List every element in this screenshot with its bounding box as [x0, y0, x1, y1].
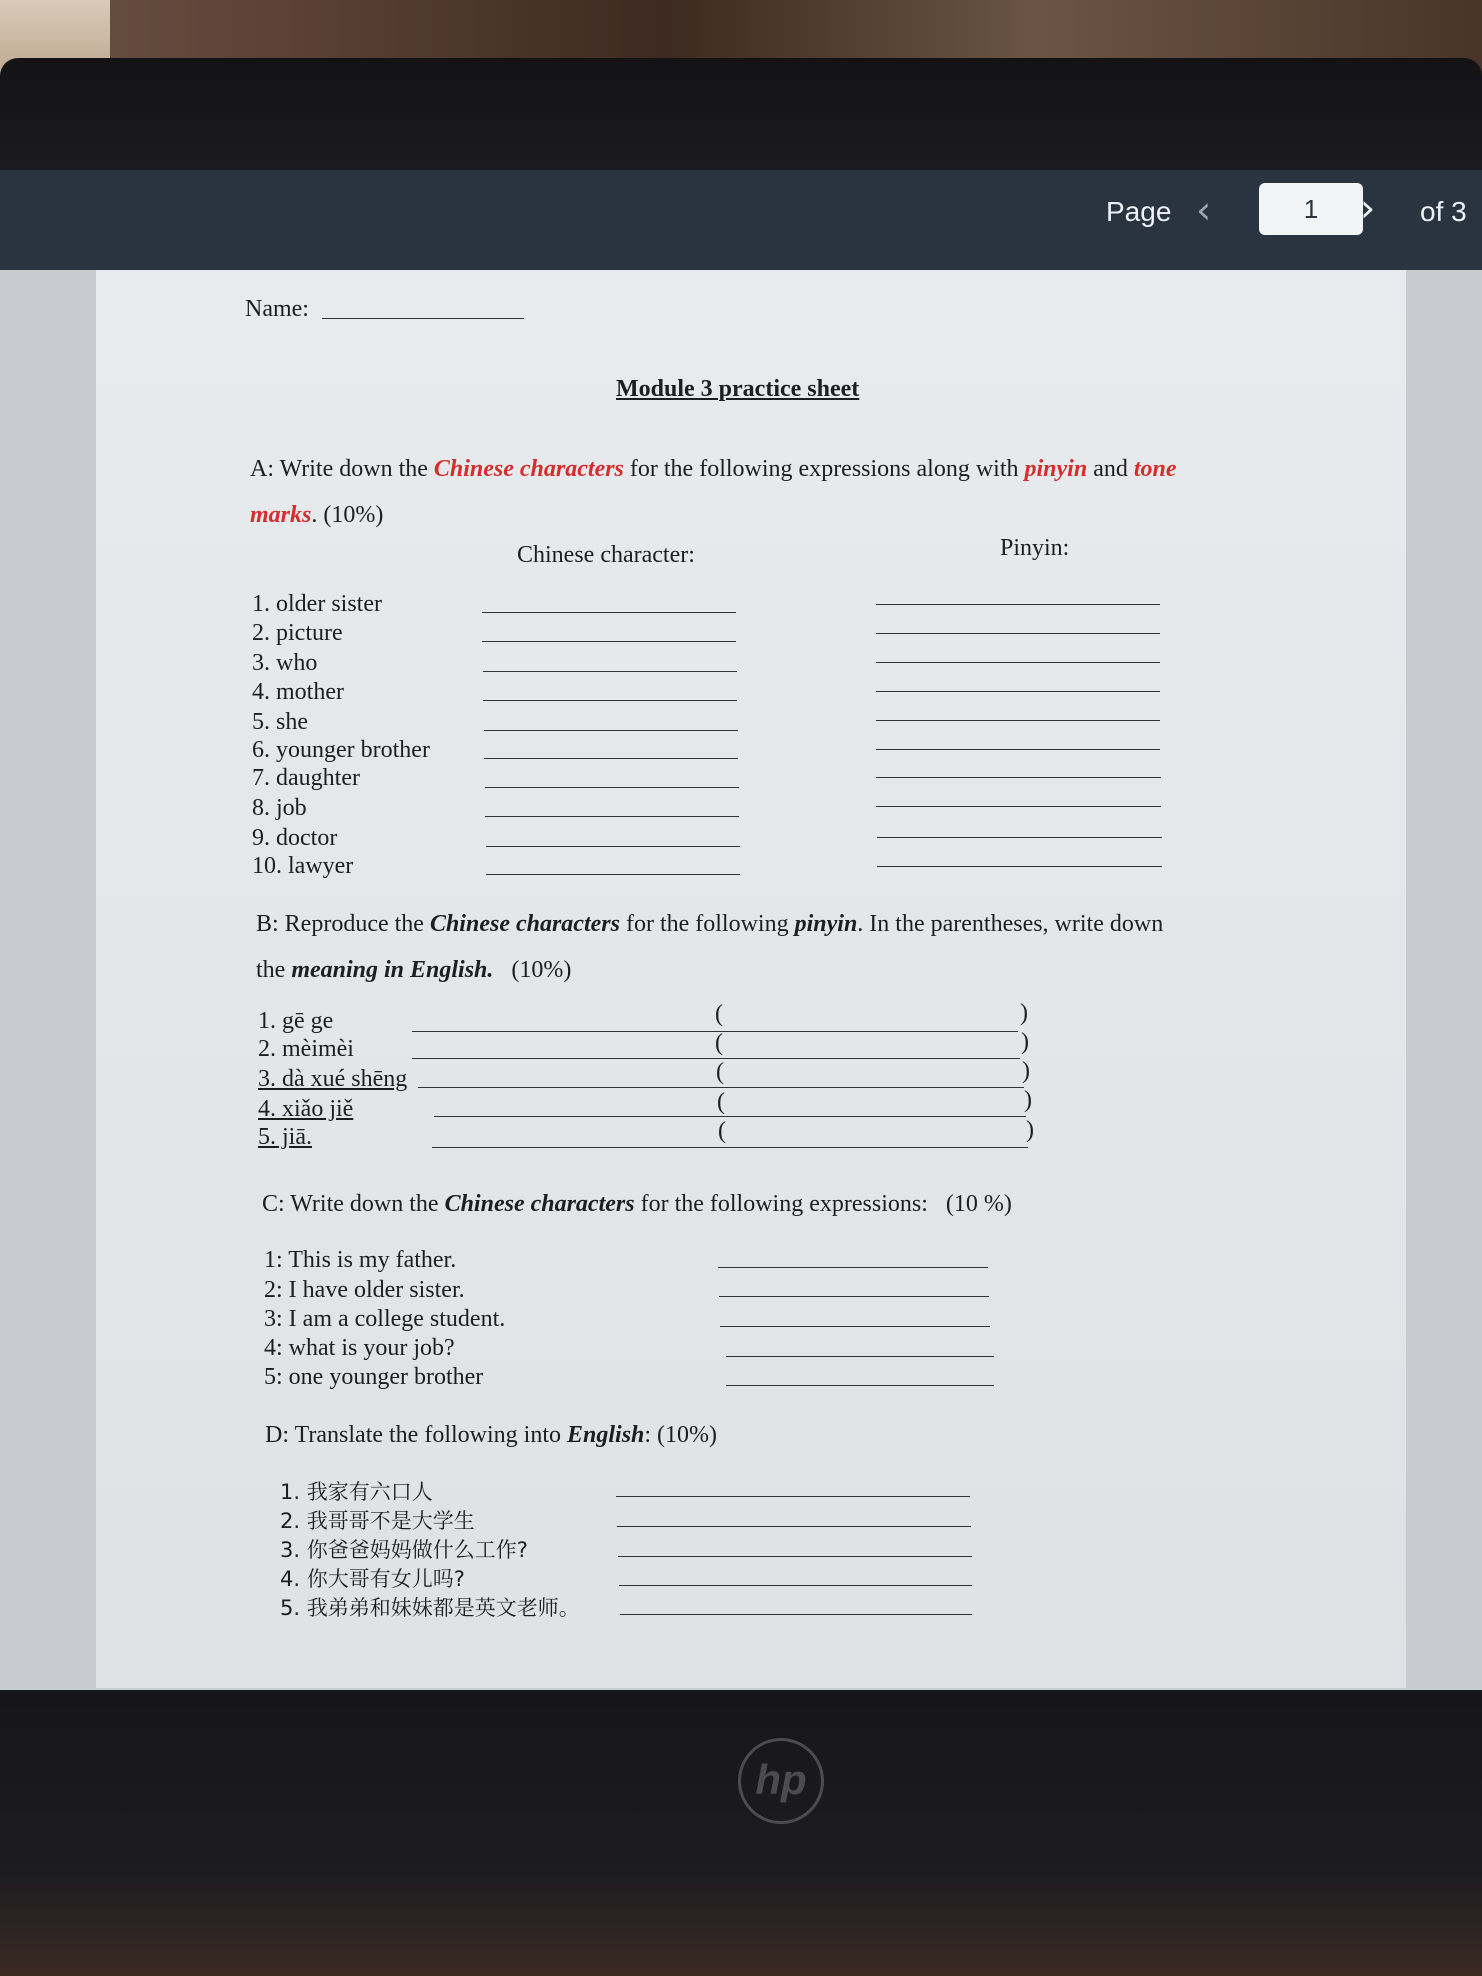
list-item: 5: one younger brother: [264, 1364, 484, 1390]
list-item: 2. picture: [252, 620, 343, 646]
list-item: 10. lawyer: [252, 853, 354, 879]
answer-blank: [877, 837, 1162, 838]
pinyin-column-header: Pinyin:: [1000, 535, 1070, 561]
answer-blank: [876, 720, 1160, 721]
list-item: 3. dà xué shēng: [258, 1066, 408, 1092]
list-item: 4: what is your job?: [264, 1335, 455, 1361]
answer-blank: [726, 1385, 994, 1386]
list-item: 4. 你大哥有女儿吗?: [280, 1567, 465, 1591]
answer-blank: [877, 866, 1162, 867]
answer-blank: [486, 874, 740, 875]
section-a-heading: A: Write down the Chinese characters for the following expressions along with pinyin and tone: [250, 456, 1177, 482]
answer-blank: [434, 1116, 1026, 1117]
list-item: 5. she: [252, 709, 308, 735]
answer-blank: [619, 1585, 972, 1586]
list-item: 9. doctor: [252, 825, 338, 851]
laptop-bottom-bezel: [0, 1690, 1482, 1976]
answer-blank: [485, 787, 739, 788]
answer-blank: [720, 1326, 990, 1327]
answer-blank: [616, 1496, 970, 1497]
answer-blank: [484, 758, 738, 759]
list-item: 1. 我家有六口人: [280, 1480, 433, 1504]
close-parenthesis: ): [1026, 1117, 1034, 1143]
close-parenthesis: ): [1020, 1000, 1028, 1026]
answer-blank: [618, 1556, 972, 1557]
answer-blank: [432, 1147, 1028, 1148]
list-item: 2. 我哥哥不是大学生: [280, 1509, 475, 1533]
answer-blank: [483, 671, 737, 672]
list-item: 8. job: [252, 795, 307, 821]
list-item: 2: I have older sister.: [264, 1277, 465, 1303]
list-item: 3. who: [252, 650, 318, 676]
list-item: 3: I am a college student.: [264, 1306, 506, 1332]
page-label: Page: [1106, 196, 1172, 227]
section-b-heading-cont: the meaning in English. (10%): [256, 957, 572, 983]
answer-blank: [482, 641, 736, 642]
section-d-heading: D: Translate the following into English: (10%): [265, 1422, 718, 1448]
section-a-heading-cont: marks. (10%): [250, 502, 384, 528]
answer-blank: [620, 1614, 972, 1615]
answer-blank: [876, 806, 1161, 807]
name-label: Name:: [245, 296, 309, 322]
answer-blank: [876, 633, 1160, 634]
close-parenthesis: ): [1021, 1029, 1029, 1055]
list-item: 7. daughter: [252, 765, 360, 791]
answer-blank: [485, 816, 739, 817]
next-page-chevron-icon[interactable]: ›: [1360, 186, 1376, 230]
open-parenthesis: (: [718, 1118, 726, 1144]
page-number-input[interactable]: [1259, 183, 1363, 235]
open-parenthesis: (: [717, 1089, 725, 1115]
page-title: Module 3 practice sheet: [616, 376, 860, 402]
laptop-top-bezel: [0, 58, 1482, 188]
list-item: 2. mèimèi: [258, 1036, 354, 1062]
answer-blank: [486, 846, 740, 847]
list-item: 1: This is my father.: [264, 1247, 457, 1273]
answer-blank: [876, 777, 1161, 778]
previous-page-chevron-icon[interactable]: ‹: [1196, 188, 1212, 232]
section-b-heading: B: Reproduce the Chinese characters for the following pinyin. In the parentheses, write down: [256, 911, 1164, 937]
answer-blank: [876, 691, 1160, 692]
answer-blank: [876, 662, 1160, 663]
chinese-character-column-header: Chinese character:: [517, 542, 695, 568]
name-blank: [322, 318, 524, 319]
close-parenthesis: ): [1022, 1058, 1030, 1084]
answer-blank: [718, 1267, 988, 1268]
open-parenthesis: (: [716, 1059, 724, 1085]
list-item: 1. gē ge: [258, 1008, 334, 1034]
answer-blank: [482, 612, 736, 613]
list-item: 5. 我弟弟和妹妹都是英文老师。: [280, 1596, 580, 1620]
list-item: 1. older sister: [252, 591, 382, 617]
answer-blank: [483, 700, 737, 701]
list-item: 4. xiǎo jiě: [258, 1096, 354, 1122]
open-parenthesis: (: [715, 1001, 723, 1027]
close-parenthesis: ): [1024, 1087, 1032, 1113]
hp-logo: hp: [738, 1738, 824, 1824]
answer-blank: [719, 1296, 989, 1297]
answer-blank: [484, 730, 738, 731]
answer-blank: [418, 1087, 1024, 1088]
answer-blank: [617, 1526, 971, 1527]
answer-blank: [876, 604, 1160, 605]
answer-blank: [726, 1356, 994, 1357]
page-count: of 3: [1420, 196, 1467, 227]
list-item: 5. jiā.: [258, 1124, 312, 1150]
list-item: 4. mother: [252, 679, 344, 705]
answer-blank: [876, 749, 1160, 750]
open-parenthesis: (: [715, 1030, 723, 1056]
list-item: 6. younger brother: [252, 737, 430, 763]
section-c-heading: C: Write down the Chinese characters for the following expressions: (10 %): [262, 1191, 1012, 1217]
list-item: 3. 你爸爸妈妈做什么工作?: [280, 1538, 528, 1562]
